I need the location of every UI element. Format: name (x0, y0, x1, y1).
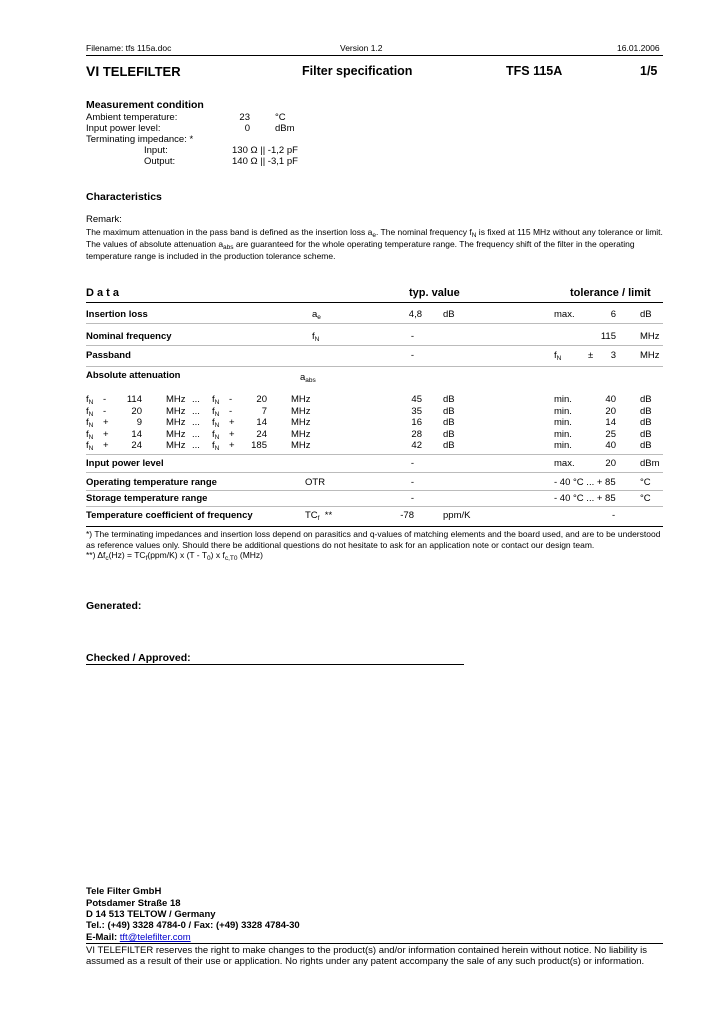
attenuation-lim: min. (554, 394, 572, 405)
attenuation-limunit: dB (640, 405, 652, 417)
insertion-loss-label: Insertion loss (86, 309, 148, 320)
insertion-loss-symbol: $a_e$ (312, 309, 321, 321)
attenuation-unit: dB (443, 394, 455, 405)
data-rule-top (86, 302, 663, 303)
passband-limval: 3 (610, 350, 616, 361)
attenuation-v2: 7 (261, 405, 267, 417)
attenuation-fn-symbol: $f_N$ (212, 417, 220, 429)
attenuation-unit: dB (443, 428, 455, 440)
date-label: 16.01.2006 (617, 43, 660, 53)
attenuation-v2: 24 (256, 428, 267, 440)
input-power-label: Input power level: (86, 123, 161, 134)
attenuation-s2: + (229, 440, 235, 451)
passband-lim-f: $f_N$ (554, 350, 562, 362)
attenuation-unit: dB (443, 440, 455, 451)
ambient-temp-value: 23 (239, 112, 250, 123)
row-rule (86, 366, 663, 367)
attenuation-s2: + (229, 417, 235, 428)
attenuation-s2: - (229, 394, 233, 405)
version-label: Version 1.2 (340, 43, 383, 53)
remark-label: Remark: (86, 214, 122, 225)
storage-temp-typ: - (410, 493, 414, 504)
passband-plusminus: ± (588, 350, 594, 361)
attenuation-limval: 20 (605, 405, 616, 417)
attenuation-s1: + (103, 417, 109, 428)
attenuation-fn-symbol: $f_N$ (86, 405, 94, 418)
data-title: D a t a (86, 287, 120, 299)
doc-title: Filter specification (302, 64, 413, 78)
attenuation-fn-symbol: $f_N$ (212, 440, 220, 452)
row-rule (86, 472, 663, 473)
nominal-frequency-limval: 115 (600, 331, 616, 342)
attenuation-limval: 14 (605, 417, 616, 428)
input-power-level-limunit: dBm (640, 458, 660, 469)
insertion-loss-typ: 4,8 (408, 309, 422, 320)
attenuation-v1: 24 (131, 440, 142, 451)
attenuation-limval: 25 (605, 428, 616, 440)
passband-label: Passband (86, 350, 131, 361)
input-power-level-label: Input power level (86, 458, 164, 469)
impedance-output-label: Output: (144, 156, 176, 167)
attenuation-limunit: dB (640, 428, 652, 440)
attenuation-u2: MHz (291, 417, 311, 428)
operating-temp-symbol: OTR (305, 477, 326, 488)
attenuation-dots: ... (192, 417, 200, 428)
footer-disclaimer-1: VI TELEFILTER reserves the right to make changes to the product(s) and/or information contained herein without notice. No liability is (86, 945, 647, 956)
attenuation-u1: MHz (166, 440, 186, 451)
attenuation-v2: 20 (256, 394, 267, 405)
nominal-frequency-label: Nominal frequency (86, 331, 172, 342)
footer-email-line (86, 932, 191, 943)
characteristics-heading: Characteristics (86, 191, 162, 203)
insertion-loss-lim: max. (554, 309, 575, 320)
filename-label: Filename: tfs 115a.doc (86, 43, 172, 53)
attenuation-typ: 16 (411, 417, 422, 428)
temp-coefficient-symbol: $TC_f$ ** (305, 510, 333, 522)
footnote-3: **) $\Delta f_c(Hz) = TC_f(ppm/K)$ x $(T - T_0)$ x $f_{c,T0}$ (MHz) (86, 550, 263, 562)
attenuation-lim: min. (554, 440, 572, 451)
footnote-1: *) The terminating impedances and insertion loss depend on parasitics and q-values of matching elements and the board used, and are to be understood (86, 529, 661, 539)
temp-coefficient-typ: -78 (400, 510, 414, 521)
attenuation-fn-symbol: $f_N$ (86, 440, 94, 452)
nominal-frequency-limunit: MHz (640, 331, 660, 342)
attenuation-fn-symbol: $f_N$ (212, 428, 220, 441)
footer-disclaimer-2: assumed as a result of their use or application. No rights under any patent accompany the sale of any such product(s) or information. (86, 956, 645, 967)
row-rule (86, 506, 663, 507)
insertion-loss-limval: 6 (610, 309, 616, 320)
attenuation-s1: - (103, 405, 107, 417)
attenuation-v1: 114 (126, 394, 142, 405)
attenuation-typ: 28 (411, 428, 422, 440)
attenuation-limval: 40 (605, 394, 616, 405)
attenuation-u2: MHz (291, 440, 311, 451)
attenuation-dots: ... (192, 405, 200, 417)
footer-tel: Tel.: (+49) 3328 4784-0 / Fax: (+49) 3328 4784-30 (86, 920, 300, 931)
attenuation-fn-symbol: $f_N$ (212, 394, 220, 406)
operating-temp-typ: - (410, 477, 414, 488)
attenuation-typ: 35 (411, 405, 422, 417)
attenuation-dots: ... (192, 428, 200, 440)
impedance-label: Terminating impedance: * (86, 134, 194, 145)
temp-coefficient-limval: - (612, 510, 616, 521)
signature-line (86, 664, 464, 665)
row-rule (86, 323, 663, 324)
impedance-input-label: Input: (144, 145, 168, 156)
impedance-input-value: 130 Ω || -1,2 pF (232, 145, 298, 156)
footer-email-label: E-Mail: (86, 932, 120, 943)
footer-email-link[interactable]: tft@telefilter.com (119, 932, 191, 943)
attenuation-s2: - (229, 405, 233, 417)
attenuation-u1: MHz (166, 428, 186, 440)
temp-coefficient-label: Temperature coefficient of frequency (86, 510, 253, 521)
attenuation-v1: 14 (131, 428, 142, 440)
generated-label: Generated: (86, 600, 142, 612)
absolute-attenuation-label: Absolute attenuation (86, 370, 181, 381)
attenuation-u2: MHz (291, 394, 311, 405)
remark-line-3: temperature range is included in the production tolerance scheme. (86, 251, 336, 261)
attenuation-v2: 185 (251, 440, 267, 451)
attenuation-fn-symbol: $f_N$ (86, 394, 94, 406)
attenuation-u2: MHz (291, 428, 311, 440)
attenuation-limval: 40 (605, 440, 616, 451)
attenuation-limunit: dB (640, 394, 652, 405)
impedance-output-value: 140 Ω || -3,1 pF (232, 156, 298, 167)
remark-line-2: The values of absolute attenuation $a_{abs}$ are guaranteed for the whole operating temperature range. The frequency shift of the filter in the operating (86, 239, 635, 251)
logo-vi: VI (86, 63, 100, 79)
input-power-level-limval: 20 (605, 458, 616, 469)
operating-temp-limunit: °C (640, 477, 651, 488)
page-number: 1/5 (640, 64, 658, 78)
attenuation-v1: 20 (131, 405, 142, 417)
footer-company: Tele Filter GmbH (86, 886, 162, 897)
attenuation-v2: 14 (256, 417, 267, 428)
attenuation-fn-symbol: $f_N$ (86, 417, 94, 429)
row-rule (86, 345, 663, 346)
typ-value-header: typ. value (409, 287, 460, 299)
header-rule (86, 55, 663, 56)
insertion-loss-limunit: dB (640, 309, 652, 320)
absolute-attenuation-symbol: $a_{abs}$ (300, 372, 316, 384)
input-power-unit: dBm (275, 123, 295, 134)
row-rule (86, 490, 663, 491)
attenuation-fn-symbol: $f_N$ (212, 405, 220, 418)
attenuation-limunit: dB (640, 440, 652, 451)
attenuation-dots: ... (192, 440, 200, 451)
measurement-heading: Measurement condition (86, 99, 204, 111)
passband-typ: - (410, 350, 414, 361)
checked-label: Checked / Approved: (86, 652, 191, 664)
ambient-temp-unit: °C (275, 112, 286, 123)
attenuation-s1: + (103, 440, 109, 451)
nominal-frequency-symbol: $f_N$ (312, 331, 320, 343)
storage-temp-label: Storage temperature range (86, 493, 208, 504)
attenuation-lim: min. (554, 428, 572, 440)
attenuation-u2: MHz (291, 405, 311, 417)
attenuation-limunit: dB (640, 417, 652, 428)
insertion-loss-unit: dB (443, 309, 455, 320)
input-power-level-lim: max. (554, 458, 575, 469)
attenuation-lim: min. (554, 405, 572, 417)
attenuation-s1: - (103, 394, 107, 405)
attenuation-v1: 9 (136, 417, 142, 428)
nominal-frequency-typ: - (410, 331, 414, 342)
tolerance-header: tolerance / limit (570, 287, 651, 299)
attenuation-unit: dB (443, 417, 455, 428)
data-rule-bottom (86, 526, 663, 527)
attenuation-u1: MHz (166, 417, 186, 428)
company-logo (86, 63, 181, 79)
storage-temp-limval: - 40 °C ... + 85 (554, 493, 616, 504)
attenuation-fn-symbol: $f_N$ (86, 428, 94, 441)
attenuation-typ: 42 (411, 440, 422, 451)
attenuation-lim: min. (554, 417, 572, 428)
attenuation-u1: MHz (166, 405, 186, 417)
input-power-level-typ: - (410, 458, 414, 469)
part-number: TFS 115A (506, 64, 563, 78)
operating-temp-label: Operating temperature range (86, 477, 217, 488)
attenuation-dots: ... (192, 394, 200, 405)
attenuation-typ: 45 (411, 394, 422, 405)
input-power-value: 0 (244, 123, 250, 134)
temp-coefficient-unit: ppm/K (443, 510, 471, 521)
footer-street: Potsdamer Straße 18 (86, 898, 181, 909)
remark-line-1: The maximum attenuation in the pass band is defined as the insertion loss $a_e$. The nominal frequency $f_N$ is fixed at 115 MHz without any tolerance or limit. (86, 227, 663, 239)
storage-temp-limunit: °C (640, 493, 651, 504)
logo-name: TELEFILTER (102, 64, 181, 79)
footer-city: D 14 513 TELTOW / Germany (86, 909, 216, 920)
ambient-temp-label: Ambient temperature: (86, 112, 178, 123)
row-rule (86, 454, 663, 455)
attenuation-s2: + (229, 428, 235, 440)
footer-rule (86, 943, 663, 944)
attenuation-unit: dB (443, 405, 455, 417)
attenuation-u1: MHz (166, 394, 186, 405)
attenuation-s1: + (103, 428, 109, 440)
passband-limunit: MHz (640, 350, 660, 361)
operating-temp-limval: - 40 °C ... + 85 (554, 477, 616, 488)
footnote-2: as reference values only. Should there be additional questions do not hesitate to ask for an application note or contact our design team. (86, 540, 595, 550)
